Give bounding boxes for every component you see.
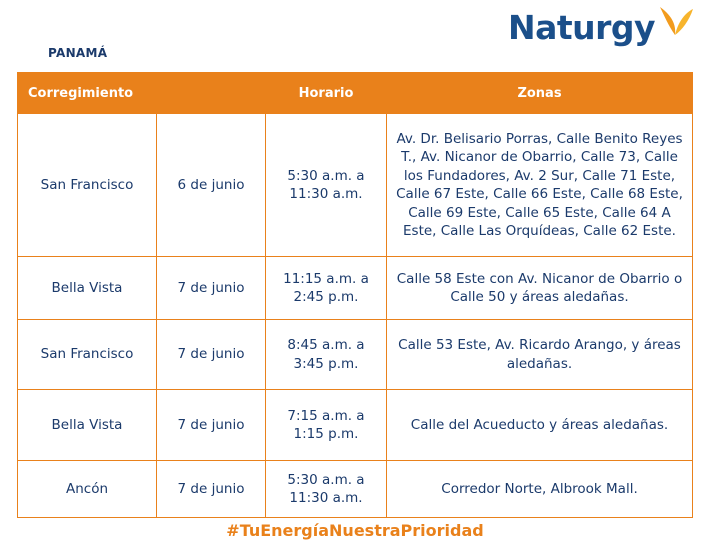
cell-horario xyxy=(266,320,387,390)
horario-start: 5:30 a.m. a xyxy=(287,167,365,184)
cell-fecha: 7 de junio xyxy=(157,390,266,461)
horario-end: 11:30 a.m. xyxy=(289,490,363,506)
cell-horario xyxy=(266,390,387,461)
horario-end: 1:15 p.m. xyxy=(293,426,359,442)
header-corregimiento: Corregimiento xyxy=(18,73,157,114)
cell-fecha: 7 de junio xyxy=(157,257,266,320)
cell-horario xyxy=(266,257,387,320)
cell-zonas: Corredor Norte, Albrook Mall. xyxy=(387,461,693,518)
cell-zonas: Calle 58 Este con Av. Nicanor de Obarrio o Calle 50 y áreas aledañas. xyxy=(387,257,693,320)
cell-fecha: 6 de junio xyxy=(157,114,266,257)
horario-end: 11:30 a.m. xyxy=(289,186,363,202)
table-row xyxy=(18,390,693,461)
table-row xyxy=(18,257,693,320)
cell-fecha: 7 de junio xyxy=(157,320,266,390)
cell-corregimiento: San Francisco xyxy=(18,320,157,390)
cell-horario xyxy=(266,461,387,518)
table-header-row xyxy=(18,73,693,114)
naturgy-butterfly-icon xyxy=(657,5,695,41)
horario-start: 11:15 a.m. a xyxy=(283,270,369,287)
horario-start: 8:45 a.m. a xyxy=(287,337,365,353)
brand-logo xyxy=(508,8,695,47)
header-zonas: Zonas xyxy=(387,73,693,114)
horario-end: 2:45 p.m. xyxy=(293,289,359,305)
cell-corregimiento: Bella Vista xyxy=(18,257,157,320)
campaign-hashtag: #TuEnergíaNuestraPrioridad xyxy=(226,521,484,540)
cell-corregimiento: San Francisco xyxy=(18,114,157,257)
table-row xyxy=(18,461,693,518)
brand-name: Naturgy xyxy=(508,8,656,47)
cell-zonas: Av. Dr. Belisario Porras, Calle Benito Reyes T., Av. Nicanor de Obarrio, Calle 73, Calle los Fundadores, Av. 2 Sur, Calle 71 Este, Calle 67 Este, Calle 66 Este, Calle 68 Este, Calle 69 Este, Calle 65 Este, Calle 64 A Este, Calle Las Orquídeas, Calle 62 Este. xyxy=(387,114,693,257)
region-title: PANAMÁ xyxy=(48,46,108,60)
header-fecha xyxy=(157,73,266,114)
cell-horario xyxy=(266,114,387,257)
header-horario: Horario xyxy=(266,73,387,114)
horario-start: 5:30 a.m. a xyxy=(287,471,365,488)
cell-fecha: 7 de junio xyxy=(157,461,266,518)
horario-end: 3:45 p.m. xyxy=(293,355,359,372)
cell-corregimiento: Ancón xyxy=(18,461,157,518)
table-row xyxy=(18,320,693,390)
horario-start: 7:15 a.m. a xyxy=(287,407,365,424)
cell-zonas: Calle 53 Este, Av. Ricardo Arango, y áreas aledañas. xyxy=(387,320,693,390)
table-row xyxy=(18,114,693,257)
cell-zonas: Calle del Acueducto y áreas aledañas. xyxy=(387,390,693,461)
cell-corregimiento: Bella Vista xyxy=(18,390,157,461)
schedule-table xyxy=(17,72,693,518)
